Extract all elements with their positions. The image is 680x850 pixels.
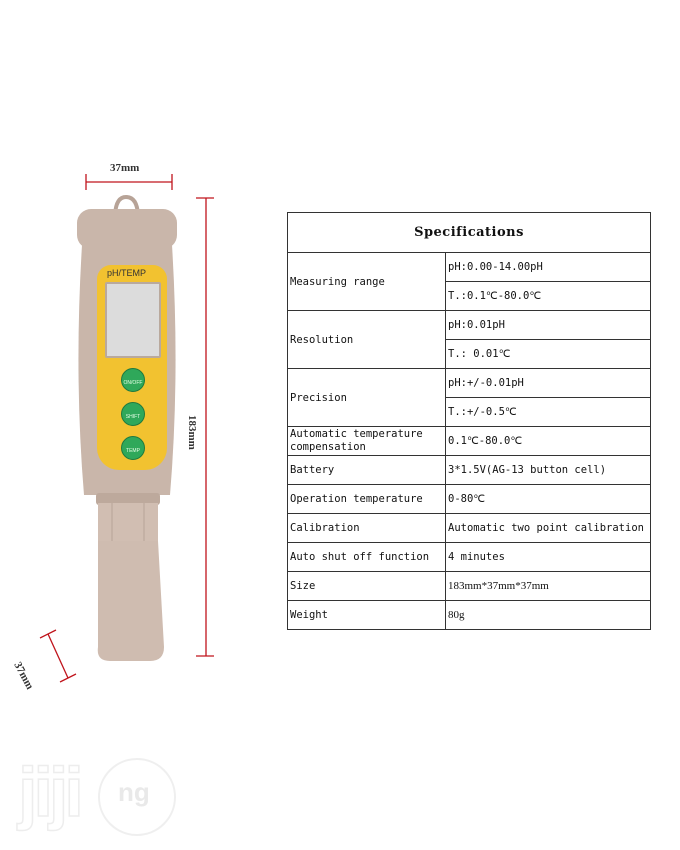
spec-param: Auto shut off function [288, 543, 446, 572]
spec-param: Measuring range [288, 253, 446, 311]
top-width-label: 37mm [110, 162, 140, 174]
specifications-title: Specifications [288, 213, 651, 253]
watermark-suffix: ng [118, 777, 150, 807]
spec-param: Operation temperature [288, 485, 446, 514]
spec-param: Size [288, 572, 446, 601]
spec-value: 0.1℃-80.0℃ [446, 427, 651, 456]
spec-value: T.:0.1℃-80.0℃ [446, 282, 651, 311]
spec-value: T.: 0.01℃ [446, 340, 651, 369]
on-off-button[interactable] [121, 368, 145, 392]
shift-button-label: SHIFT [125, 414, 141, 420]
spec-value: Automatic two point calibration [446, 514, 651, 543]
spec-value: 183mm*37mm*37mm [446, 572, 651, 601]
spec-value: T.:+/-0.5℃ [446, 398, 651, 427]
spec-param: Resolution [288, 311, 446, 369]
watermark-logo: jiji [18, 753, 80, 831]
spec-value: pH:+/-0.01pH [446, 369, 651, 398]
temp-button[interactable] [121, 436, 145, 460]
spec-param: Precision [288, 369, 446, 427]
spec-value: 4 minutes [446, 543, 651, 572]
spec-value: 80g [446, 601, 651, 630]
spec-value: 3*1.5V(AG-13 button cell) [446, 456, 651, 485]
shift-button[interactable] [121, 402, 145, 426]
spec-value: pH:0.01pH [446, 311, 651, 340]
spec-param: Calibration [288, 514, 446, 543]
specifications-table [287, 212, 651, 630]
device-label: pH/TEMP [107, 268, 147, 278]
base-width-label: 37mm [11, 660, 36, 692]
spec-param: Weight [288, 601, 446, 630]
spec-value: 0-80℃ [446, 485, 651, 514]
on-off-button-label: ON/OFF [123, 380, 143, 386]
device-screen [105, 282, 161, 358]
spec-value: pH:0.00-14.00pH [446, 253, 651, 282]
height-label: 183mm [186, 415, 198, 450]
spec-param: Battery [288, 456, 446, 485]
temp-button-label: TEMP [126, 448, 140, 454]
spec-param: Automatic temperature compensation [288, 427, 446, 456]
